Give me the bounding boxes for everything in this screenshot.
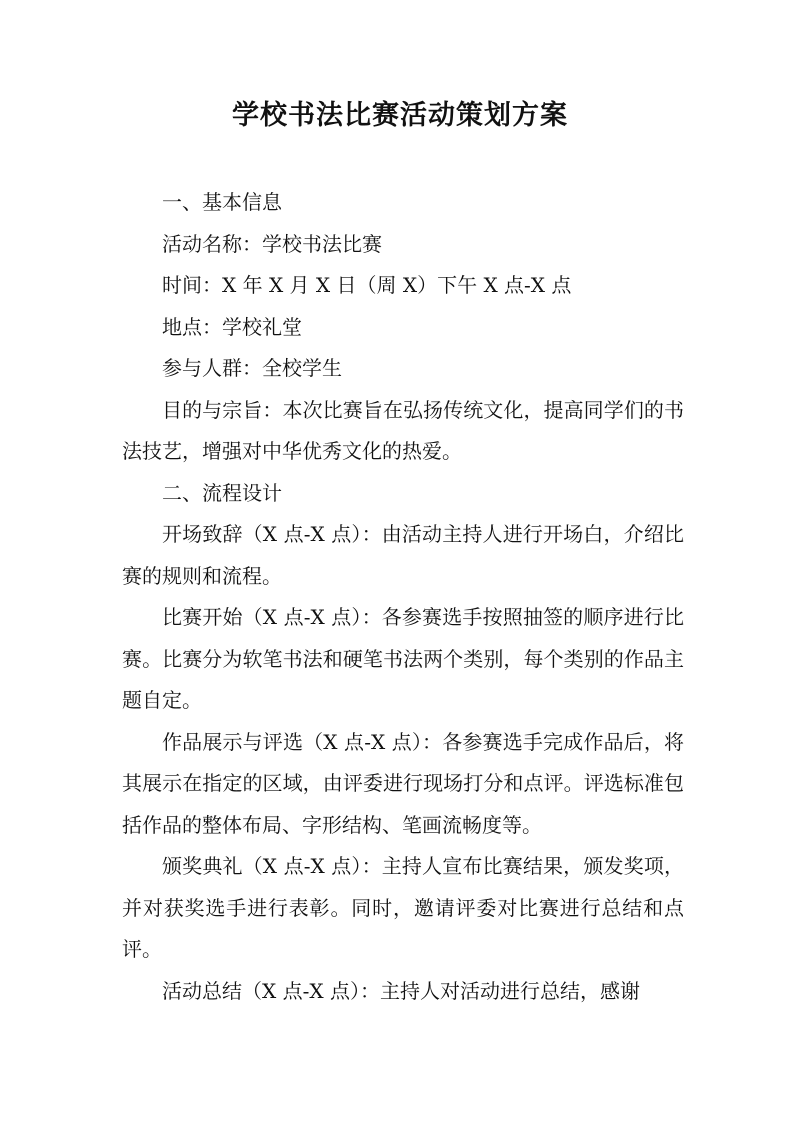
participants-line: 参与人群：全校学生 [162,356,342,380]
exhibition-judging-paragraph: 作品展示与评选（X 点-X 点）：各参赛选手完成作品后，将其展示在指定的区域，由评委进行现场打分和点评。评选标准包括作品的整体布局、字形结构、笔画流畅度等。 [122,729,684,837]
activity-summary-paragraph: 活动总结（X 点-X 点）：主持人对活动进行总结，感谢 [162,978,640,1003]
competition-start-paragraph: 比赛开始（X 点-X 点）：各参赛选手按照抽签的顺序进行比赛。比赛分为软笔书法和硬笔书法两个类别，每个类别的作品主题自定。 [122,605,684,712]
time-line: 时间：X 年 X 月 X 日（周 X）下午 X 点-X 点 [162,273,572,297]
location-line: 地点：学校礼堂 [162,314,302,339]
document-title: 学校书法比赛活动策划方案 [232,100,568,131]
award-ceremony-paragraph: 颁奖典礼（X 点-X 点）：主持人宣布比赛结果，颁发奖项，并对获奖选手进行表彰。同时，邀请评委对比赛进行总结和点评。 [122,854,684,961]
section-heading-basic-info: 一、基本信息 [162,190,282,214]
activity-name-line: 活动名称：学校书法比赛 [162,231,382,256]
opening-speech-paragraph: 开场致辞（X 点-X 点）：由活动主持人进行开场白，介绍比赛的规则和流程。 [122,522,684,588]
purpose-paragraph: 目的与宗旨：本次比赛旨在弘扬传统文化，提高同学们的书法技艺，增强对中华优秀文化的热爱。 [122,397,684,463]
document-body [122,182,684,1012]
section-heading-process: 二、流程设计 [162,480,282,505]
